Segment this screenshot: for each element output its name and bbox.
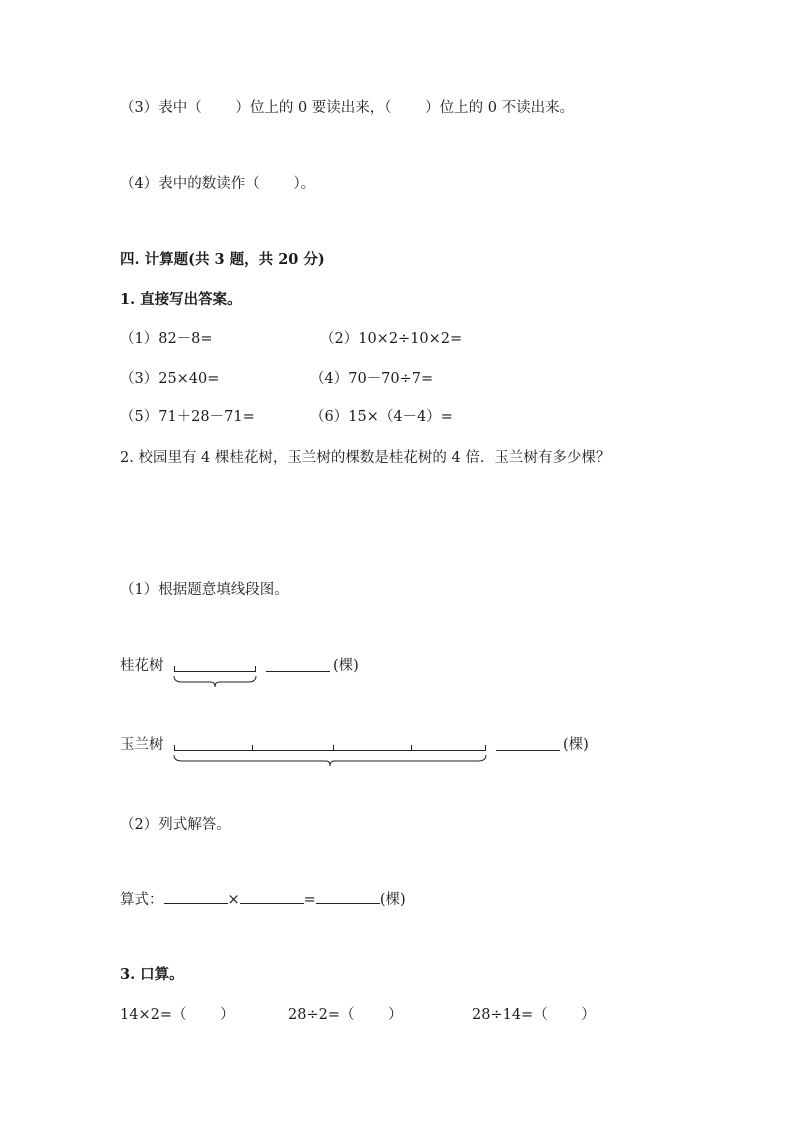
q1-item-3: （3）25×40= bbox=[120, 371, 220, 387]
formula-unit: (棵) bbox=[379, 892, 406, 908]
q3-title: 3. 口算。 bbox=[120, 966, 184, 983]
segment-tick bbox=[485, 745, 486, 751]
tree2-brace bbox=[174, 755, 486, 767]
tree1-brace bbox=[174, 676, 256, 688]
segment-tick bbox=[174, 666, 175, 672]
q3-item-2: 28÷2=（ ） bbox=[288, 1007, 403, 1023]
tree2-answer-blank[interactable] bbox=[496, 750, 560, 751]
question-4-text: （4）表中的数读作（ ）。 bbox=[120, 176, 316, 192]
tree2-segment bbox=[174, 750, 486, 751]
q1-item-4: （4）70－70÷7= bbox=[310, 371, 434, 387]
q1-item-5: （5）71＋28－71= bbox=[120, 409, 255, 425]
segment-tick bbox=[411, 745, 412, 751]
q2-part1: （1）根据题意填线段图。 bbox=[120, 582, 289, 598]
times-sign: × bbox=[227, 892, 240, 908]
formula-blank-2[interactable] bbox=[240, 889, 304, 904]
q2-part2: （2）列式解答。 bbox=[120, 817, 231, 833]
q1-item-6: （6）15×（4－4）= bbox=[310, 409, 453, 425]
formula-blank-3[interactable] bbox=[316, 889, 380, 904]
equals-sign: = bbox=[303, 892, 316, 908]
segment-tick bbox=[252, 745, 253, 751]
segment-tick bbox=[255, 666, 256, 672]
tree1-label: 桂花树 bbox=[120, 658, 164, 674]
q1-item-2: （2）10×2÷10×2= bbox=[320, 331, 463, 347]
formula-label: 算式： bbox=[120, 892, 164, 908]
q3-item-3: 28÷14=（ ） bbox=[472, 1007, 596, 1023]
section-heading: 四. 计算题(共 3 题，共 20 分) bbox=[120, 251, 325, 268]
q3-item-1: 14×2=（ ） bbox=[120, 1007, 235, 1023]
tree1-unit: (棵) bbox=[333, 658, 359, 674]
formula-blank-1[interactable] bbox=[164, 889, 228, 904]
q2-title: 2. 校园里有 4 棵桂花树，玉兰树的棵数是桂花树的 4 倍．玉兰树有多少棵？ bbox=[120, 450, 611, 466]
tree2-unit: (棵) bbox=[563, 737, 589, 753]
tree2-label: 玉兰树 bbox=[120, 737, 164, 753]
q1-title: 1. 直接写出答案。 bbox=[120, 291, 242, 308]
segment-tick bbox=[174, 745, 175, 751]
segment-tick bbox=[333, 745, 334, 751]
tree1-answer-blank[interactable] bbox=[266, 671, 330, 672]
tree1-segment bbox=[174, 671, 256, 672]
formula-line bbox=[120, 888, 406, 909]
question-3-text: （3）表中（ ）位上的 0 要读出来，（ ）位上的 0 不读出来。 bbox=[120, 100, 575, 116]
q1-item-1: （1）82－8= bbox=[120, 331, 213, 347]
